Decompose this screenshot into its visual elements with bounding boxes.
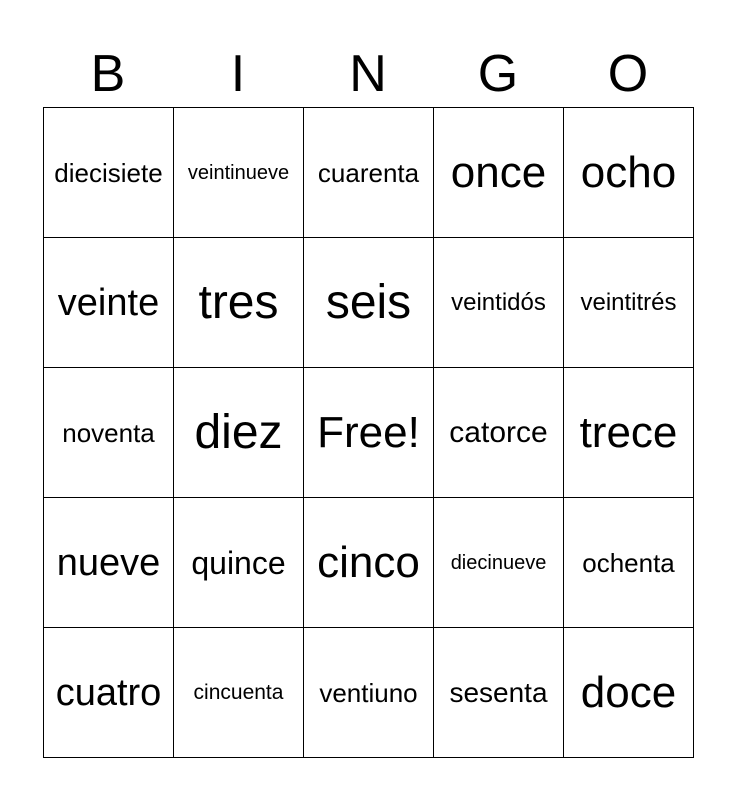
bingo-cell: diez [174, 368, 304, 498]
bingo-cell: ochenta [564, 498, 694, 628]
bingo-cell: nueve [44, 498, 174, 628]
bingo-cell: cinco [304, 498, 434, 628]
header-letter-i: I [230, 45, 246, 103]
bingo-cell: veinte [44, 238, 174, 368]
bingo-cell: cincuenta [174, 628, 304, 758]
bingo-header [43, 40, 693, 108]
bingo-cell: doce [564, 628, 694, 758]
bingo-cell: veintidós [434, 238, 564, 368]
header-letter-b: B [90, 45, 126, 103]
header-letter-g: G [477, 45, 519, 103]
bingo-cell: cuarenta [304, 108, 434, 238]
free-space-cell: Free! [304, 368, 434, 498]
bingo-cell: sesenta [434, 628, 564, 758]
bingo-cell: quince [174, 498, 304, 628]
bingo-cell: noventa [44, 368, 174, 498]
bingo-cell: veintitrés [564, 238, 694, 368]
bingo-cell: diecinueve [434, 498, 564, 628]
bingo-cell: catorce [434, 368, 564, 498]
header-letter-o: O [607, 45, 649, 103]
bingo-cell: trece [564, 368, 694, 498]
bingo-cell: veintinueve [174, 108, 304, 238]
bingo-cell: diecisiete [44, 108, 174, 238]
bingo-cell: cuatro [44, 628, 174, 758]
bingo-cell: tres [174, 238, 304, 368]
bingo-card-grid [43, 107, 694, 758]
bingo-cell: once [434, 108, 564, 238]
bingo-cell: ventiuno [304, 628, 434, 758]
bingo-cell: seis [304, 238, 434, 368]
bingo-cell: ocho [564, 108, 694, 238]
header-letter-n: N [349, 45, 387, 103]
